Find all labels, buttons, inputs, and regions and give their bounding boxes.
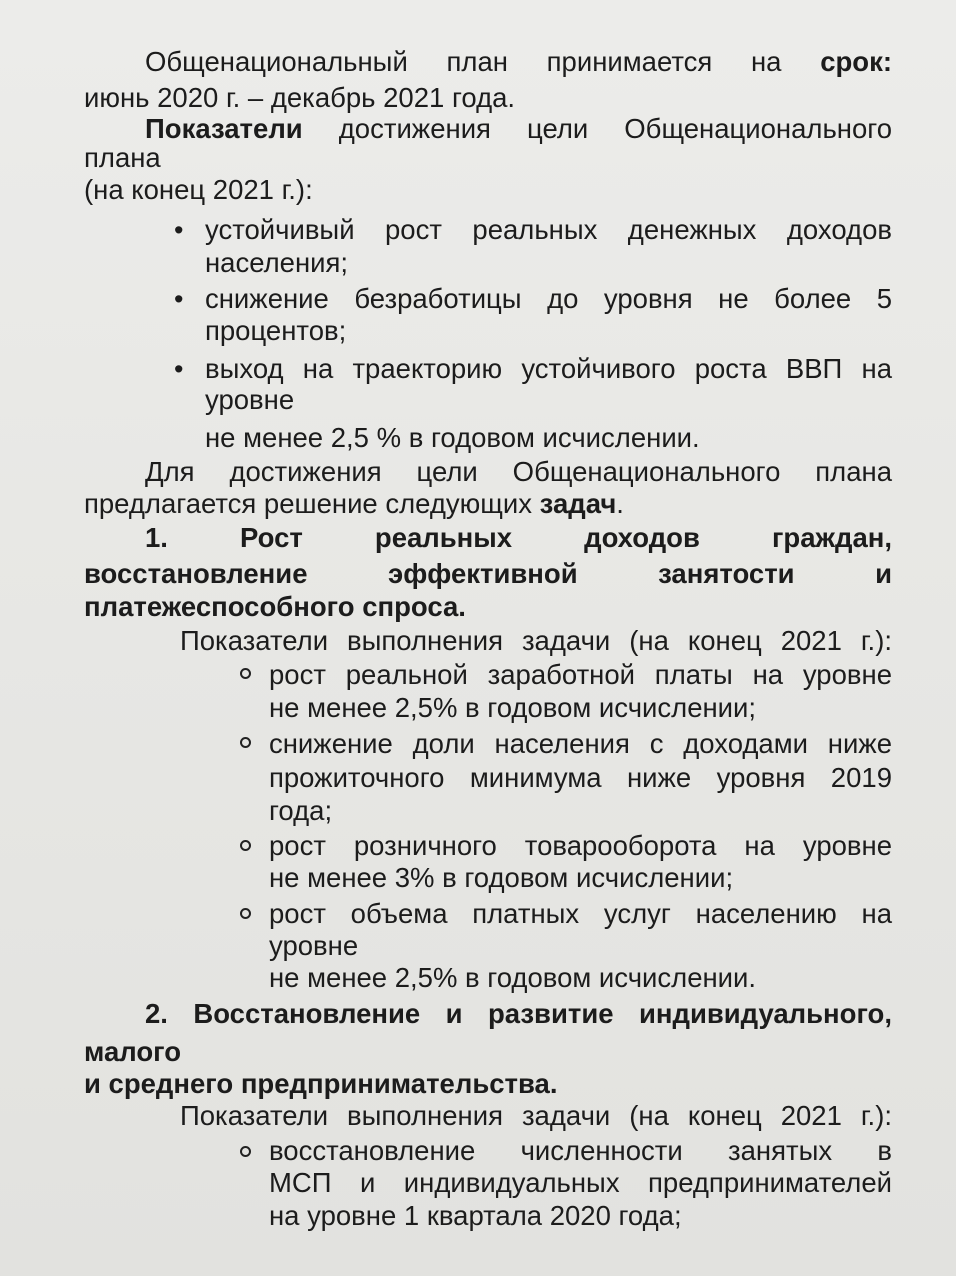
tasks-intro-bold: задач — [539, 488, 617, 519]
task-1-title-line-1: 1. Рост реальных доходов граждан, — [145, 522, 892, 553]
task-1-item-4-line-3: не менее 2,5% в годовом исчислении. — [269, 962, 757, 993]
bullet-dot-icon: • — [174, 284, 184, 314]
indicators-heading — [145, 113, 892, 145]
task-1-item-2-line-2: прожиточного минимума ниже уровня 2019 — [269, 762, 892, 793]
circle-bullet-icon — [240, 840, 251, 851]
bullet-dot-icon: • — [174, 354, 184, 384]
indicator-3-line-2: уровне — [205, 384, 295, 415]
task-2-item-1-line-3: на уровне 1 квартала 2020 года; — [269, 1200, 682, 1231]
task-1-item-1-line-1: рост реальной заработной платы на уровне — [269, 659, 892, 690]
tasks-intro-line-1: Для достижения цели Общенационального плана — [145, 456, 892, 487]
indicator-1-line-2: населения; — [205, 247, 349, 278]
indicator-2-line-2: процентов; — [205, 315, 347, 346]
tasks-intro-period: . — [616, 488, 624, 519]
task-2-item-1-line-2: МСП и индивидуальных предпринимателей — [269, 1167, 892, 1198]
task-1-title-line-2: восстановление эффективной занятости и — [84, 558, 892, 589]
circle-bullet-icon — [240, 1146, 251, 1157]
indicators-heading-bold: Показатели — [145, 113, 303, 144]
intro-line-1 — [145, 46, 892, 78]
task-1-title-line-3: платежеспособного спроса. — [84, 591, 466, 622]
circle-bullet-icon — [240, 737, 251, 748]
task-2-title-line-3: и среднего предпринимательства. — [84, 1068, 558, 1099]
bullet-dot-icon: • — [174, 215, 184, 245]
task-1-item-3-line-2: не менее 3% в годовом исчислении; — [269, 862, 734, 893]
task-1-item-4-line-2: уровне — [269, 930, 359, 961]
indicator-1-line-1: устойчивый рост реальных денежных доходов — [205, 214, 892, 245]
indicators-heading-line-2: плана — [84, 142, 161, 173]
task-1-item-1-line-2: не менее 2,5% в годовом исчислении; — [269, 692, 757, 723]
task-2-title-line-2: малого — [84, 1036, 182, 1067]
indicators-heading-text: достижения цели Общенационального — [302, 113, 892, 144]
task-2-item-1-line-1: восстановление численности занятых в — [269, 1135, 892, 1166]
task-2-indicators-label: Показатели выполнения задачи (на конец 2021 г.): — [180, 1100, 892, 1131]
intro-text: Общенациональный план принимается на — [145, 46, 821, 77]
intro-term-bold: срок: — [820, 46, 892, 77]
task-1-item-2-line-3: года; — [269, 795, 333, 826]
circle-bullet-icon — [240, 668, 251, 679]
task-1-indicators-label: Показатели выполнения задачи (на конец 2021 г.): — [180, 625, 892, 656]
intro-line-2: июнь 2020 г. – декабрь 2021 года. — [84, 82, 516, 113]
circle-bullet-icon — [240, 908, 251, 919]
task-2-title-line-1: 2. Восстановление и развитие индивидуального, — [145, 998, 892, 1029]
tasks-intro-line-2 — [84, 488, 624, 520]
indicators-heading-line-3: (на конец 2021 г.): — [84, 174, 313, 205]
task-1-item-3-line-1: рост розничного товарооборота на уровне — [269, 830, 892, 861]
indicator-2-line-1: снижение безработицы до уровня не более 5 — [205, 283, 892, 314]
indicator-3-line-3: не менее 2,5 % в годовом исчислении. — [205, 422, 700, 453]
task-1-item-2-line-1: снижение доли населения с доходами ниже — [269, 728, 892, 759]
task-1-item-4-line-1: рост объема платных услуг населению на — [269, 898, 892, 929]
indicator-3-line-1: выход на траекторию устойчивого роста ВВП на — [205, 353, 892, 384]
tasks-intro-text: предлагается решение следующих — [84, 488, 540, 519]
